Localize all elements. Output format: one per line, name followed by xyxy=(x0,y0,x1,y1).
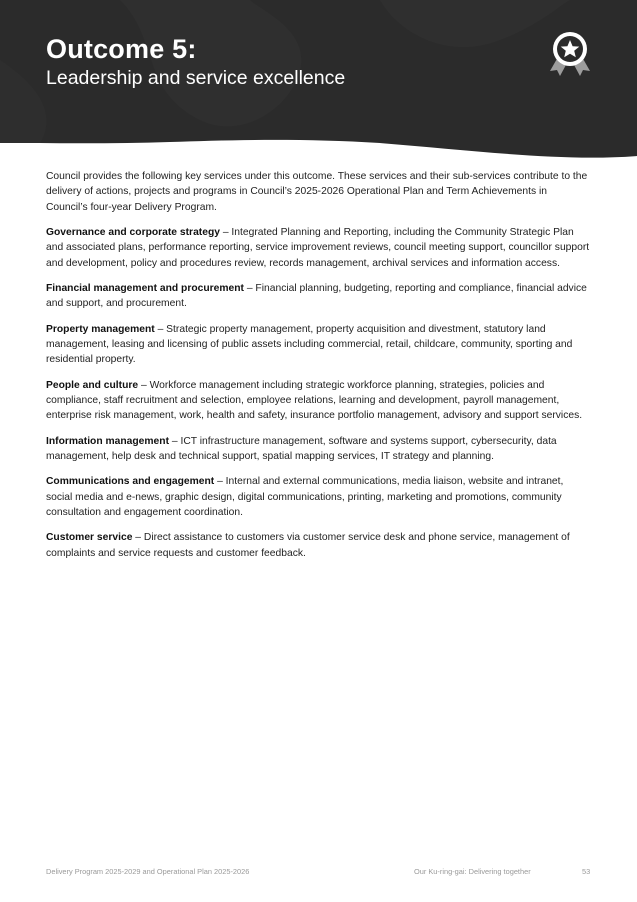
service-description: – Workforce management including strategic workforce planning, strategies, policies and compliance, staff recruitment and selection, employee relations, learning and development, payroll management, enterprise risk management, work, health and safety, insurance portfolio management, advisory and support services. xyxy=(46,379,583,422)
page-subtitle: Leadership and service excellence xyxy=(46,67,346,89)
service-description: – Integrated Planning and Reporting, including the Community Strategic Plan and associated plans, performance reporting, service improvement reviews, council meeting support, councillor support and development, policy and procedures review, records management, archival services and information access. xyxy=(46,227,590,269)
service-paragraph xyxy=(46,322,591,368)
page-number: 53 xyxy=(582,867,591,876)
award-star-icon xyxy=(546,29,594,77)
service-description: – Financial planning, budgeting, reporting and compliance, financial advice and support, and procurement. xyxy=(46,283,587,310)
intro-paragraph: Council provides the following key services under this outcome. These services and their sub-services contribute to the delivery of actions, projects and programs in Council’s 2025-2026 Operational Plan and Term Achievements in Council’s four-year Delivery Program. xyxy=(46,171,588,213)
footer-document-title: Delivery Program 2025-2029 and Operational Plan 2025-2026 xyxy=(46,867,250,876)
services-content xyxy=(46,169,591,571)
service-term: Information management xyxy=(46,435,170,447)
page-header xyxy=(0,0,637,170)
service-paragraph xyxy=(46,225,591,271)
page-title: Outcome 5: xyxy=(46,34,197,64)
service-term: People and culture xyxy=(46,379,139,391)
service-term: Property management xyxy=(46,323,155,335)
service-description: – Strategic property management, property acquisition and divestment, statutory land management, leasing and licensing of public assets including commercial, retail, childcare, community, sporting and residential property. xyxy=(46,323,573,366)
service-paragraph xyxy=(46,474,591,520)
footer-tagline: Our Ku-ring-gai: Delivering together xyxy=(414,867,531,876)
service-term: Customer service xyxy=(46,532,133,544)
title-block xyxy=(46,33,345,90)
service-term: Financial management and procurement xyxy=(46,283,244,295)
service-description: – Direct assistance to customers via customer service desk and phone service, management of complaints and service requests and customer feedback. xyxy=(46,532,570,559)
service-description: – Internal and external communications, media liaison, website and intranet, social media and e-news, graphic design, digital communications, printing, marketing and promotions, community consultation and engagement coordination. xyxy=(46,476,564,519)
service-paragraph xyxy=(46,281,591,312)
service-paragraph xyxy=(46,378,591,424)
service-paragraph xyxy=(46,530,591,561)
service-paragraph xyxy=(46,434,591,465)
service-description: – ICT infrastructure management, software and systems support, cybersecurity, data management, help desk and technical support, spatial mapping services, IT strategy and planning. xyxy=(46,435,557,463)
service-term: Governance and corporate strategy xyxy=(46,227,220,239)
service-term: Communications and engagement xyxy=(46,476,215,488)
